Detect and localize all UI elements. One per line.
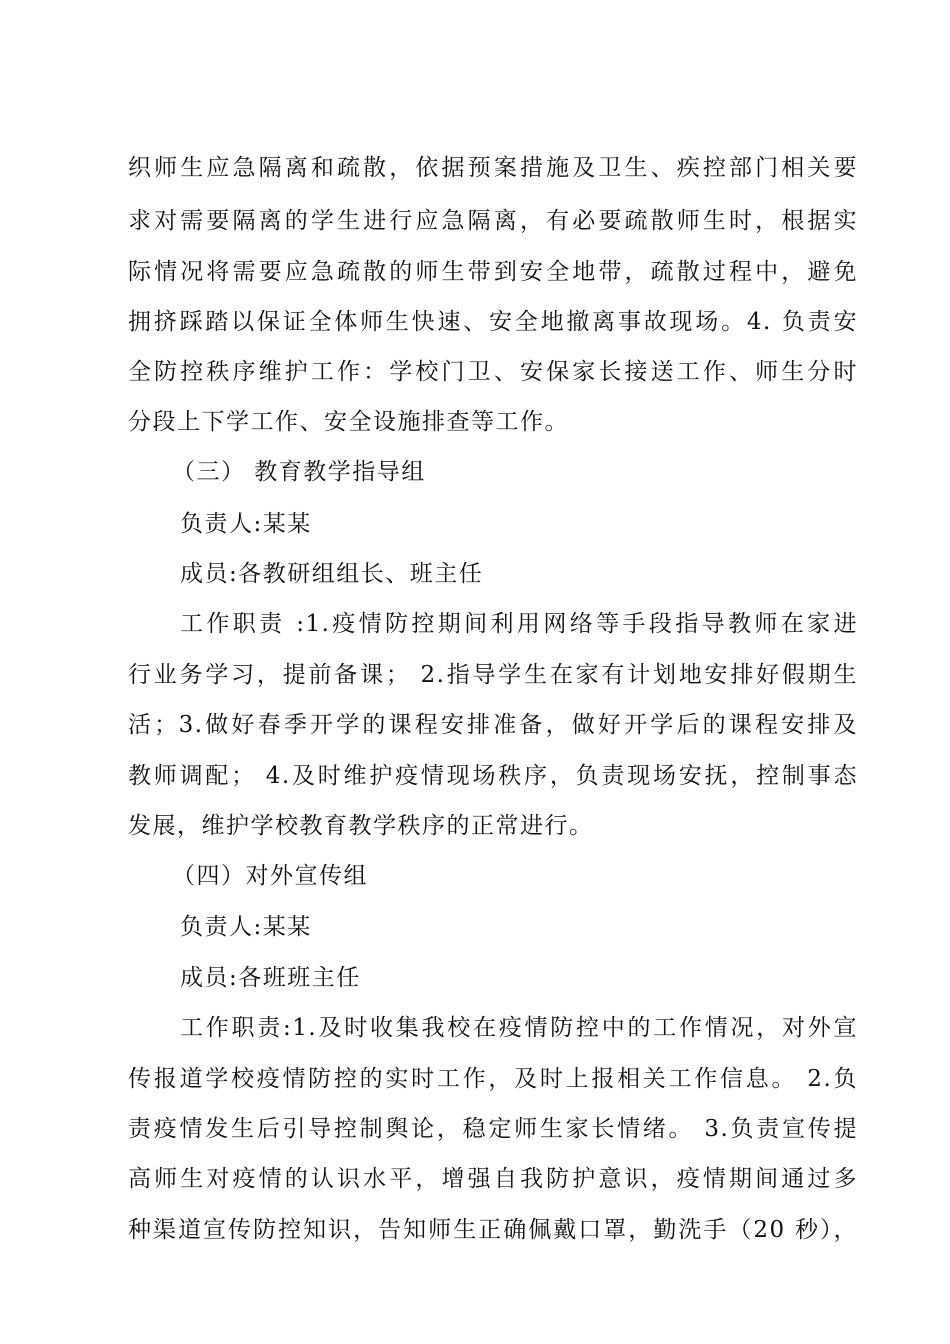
body-text-line: 拥挤踩踏以保证全体师生快速、安全地撤离事故现场。4. 负责安: [128, 309, 858, 335]
body-text-line: 全防控秩序维护工作：学校门卫、安保家长接送工作、师生分时: [128, 359, 858, 385]
body-text-line: 分段上下学工作、安全设施排查等工作。: [128, 409, 569, 435]
body-text-line: 织师生应急隔离和疏散，依据预案措施及卫生、疾控部门相关要: [128, 155, 858, 181]
duties-line: 种渠道宣传防控知识，告知师生正确佩戴口罩，勤洗手（20 秒），: [128, 1217, 858, 1243]
duties-line: 活；3.做好春季开学的课程安排准备，做好开学后的课程安排及: [128, 712, 858, 738]
duties-line: 工作职责 :1.疫情防控期间利用网络等手段指导教师在家进: [180, 611, 858, 637]
members-line: 成员:各班班主任: [180, 965, 361, 991]
members-line: 成员:各教研组组长、班主任: [180, 561, 484, 587]
duties-line: 行业务学习，提前备课； 2.指导学生在家有计划地安排好假期生: [128, 662, 858, 688]
body-text-line: 求对需要隔离的学生进行应急隔离，有必要疏散师生时，根据实: [128, 208, 858, 234]
leader-line: 负责人:某某: [180, 511, 312, 537]
section-heading: （四）对外宣传组: [172, 863, 368, 889]
duties-line: 工作职责:1.及时收集我校在疫情防控中的工作情况，对外宣: [180, 1015, 858, 1041]
leader-line: 负责人:某某: [180, 914, 312, 940]
duties-line: 发展，维护学校教育教学秩序的正常进行。: [128, 813, 594, 839]
duties-line: 责疫情发生后引导控制舆论，稳定师生家长情绪。 3.负责宣传提: [128, 1116, 858, 1142]
section-heading: （三） 教育教学指导组: [172, 459, 426, 485]
duties-line: 教师调配； 4.及时维护疫情现场秩序，负责现场安抚，控制事态: [128, 763, 858, 789]
body-text-line: 际情况将需要应急疏散的师生带到安全地带，疏散过程中，避免: [128, 259, 858, 285]
duties-line: 高师生对疫情的认识水平，增强自我防护意识，疫情期间通过多: [128, 1166, 858, 1192]
duties-line: 传报道学校疫情防控的实时工作，及时上报相关工作信息。 2.负: [128, 1066, 858, 1092]
